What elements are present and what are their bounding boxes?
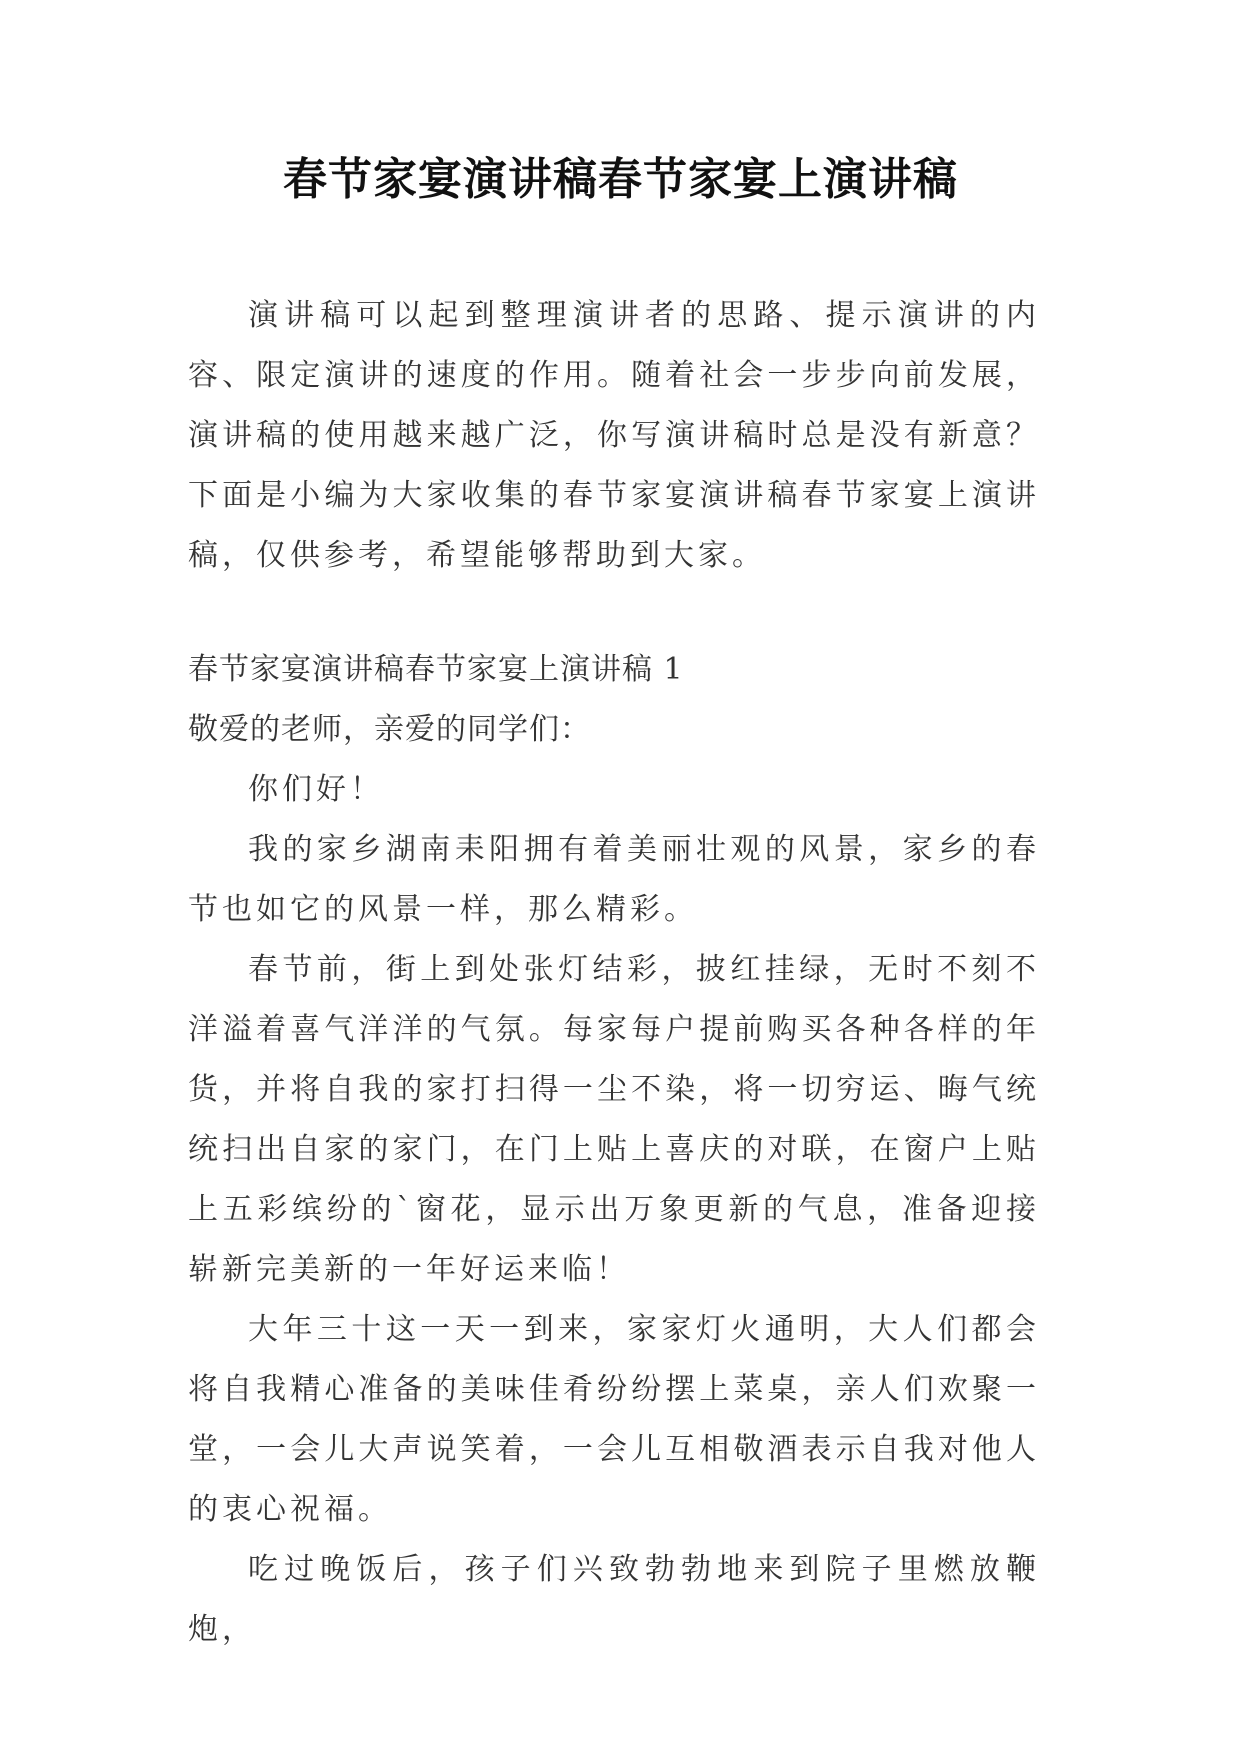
body-paragraph: 我的家乡湖南耒阳拥有着美丽壮观的风景，家乡的春节也如它的风景一样，那么精彩。 [188,832,1040,927]
salutation: 敬爱的老师，亲爱的同学们： [188,712,591,747]
section-heading: 春节家宴演讲稿春节家宴上演讲稿 1 [188,652,684,687]
body-paragraph: 你们好！ [248,772,384,807]
body-paragraph: 吃过晚饭后，孩子们兴致勃勃地来到院子里燃放鞭炮， [188,1552,1040,1647]
intro-paragraph: 演讲稿可以起到整理演讲者的思路、提示演讲的内容、限定演讲的速度的作用。随着社会一步步向前发展，演讲稿的使用越来越广泛，你写演讲稿时总是没有新意？下面是小编为大家收集的春节家宴演讲稿春节家宴上演讲稿，仅供参考，希望能够帮助到大家。 [188,298,1040,573]
body-paragraph: 春节前，街上到处张灯结彩，披红挂绿，无时不刻不洋溢着喜气洋洋的气氛。每家每户提前购买各种各样的年货，并将自我的家打扫得一尘不染，将一切穷运、晦气统统扫出自家的家门，在门上贴上喜庆的对联，在窗户上贴上五彩缤纷的`窗花，显示出万象更新的气息，准备迎接崭新完美新的一年好运来临！ [188,952,1040,1287]
document-title: 春节家宴演讲稿春节家宴上演讲稿 [283,154,958,205]
document-body [188,286,1040,1660]
body-paragraph: 大年三十这一天一到来，家家灯火通明，大人们都会将自我精心准备的美味佳肴纷纷摆上菜桌，亲人们欢聚一堂，一会儿大声说笑着，一会儿互相敬酒表示自我对他人的衷心祝福。 [188,1312,1040,1527]
